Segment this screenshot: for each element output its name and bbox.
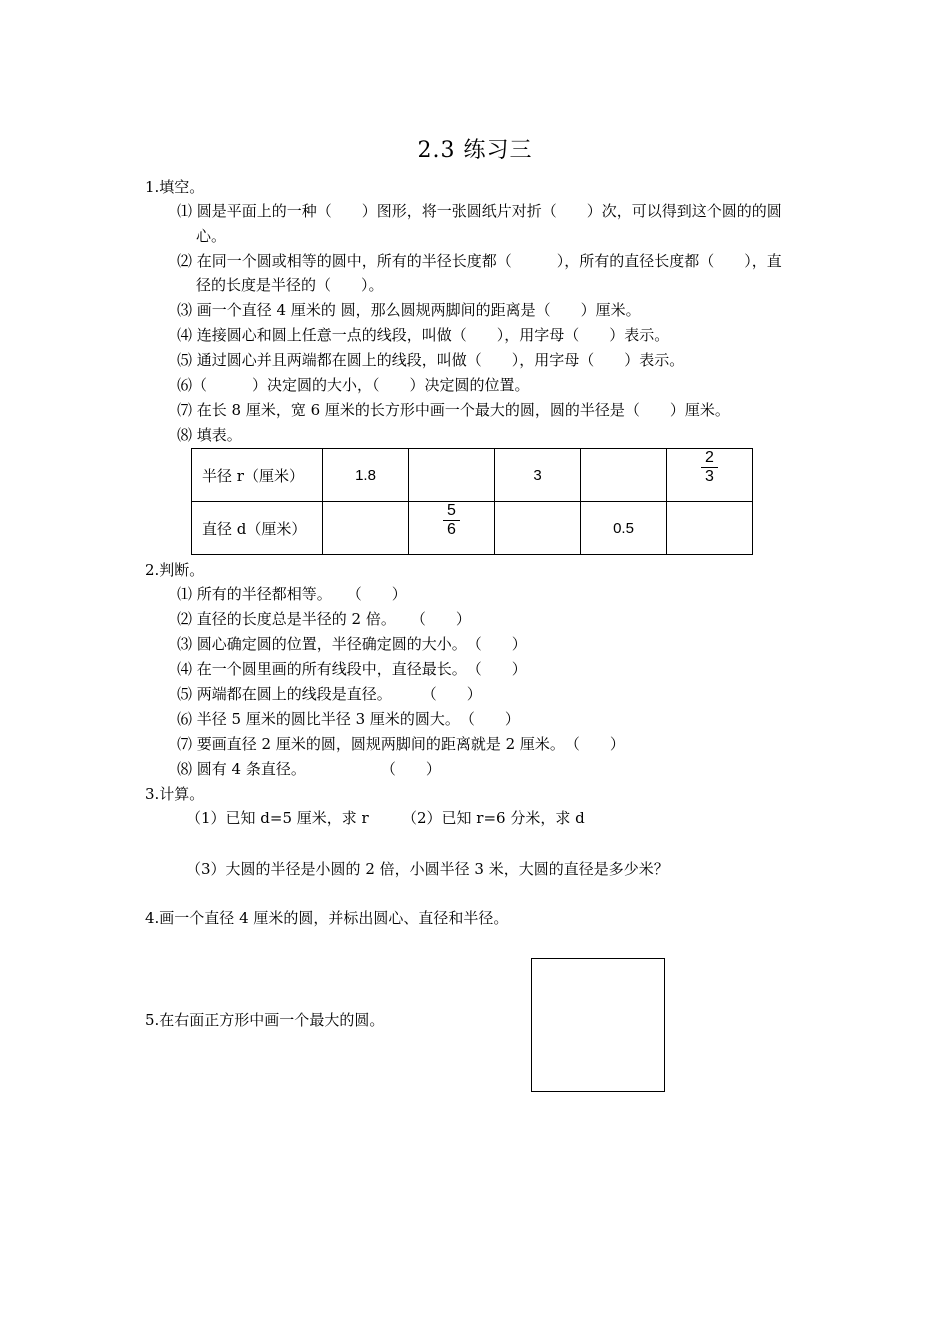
judge-item-6: ⑹ 半径 5 厘米的圆比半径 3 厘米的圆大。 （ ） — [177, 710, 520, 728]
radius-diameter-table — [191, 448, 753, 555]
section-5-heading: 5.在右面正方形中画一个最大的圆。 — [145, 1011, 385, 1029]
drawing-square — [531, 958, 665, 1092]
radius-cell-5[interactable] — [667, 449, 753, 502]
diameter-cell-5[interactable] — [667, 502, 753, 555]
diameter-cell-3[interactable] — [495, 502, 581, 555]
judge-item-1: ⑴ 所有的半径都相等。 （ ） — [177, 585, 407, 603]
fill-item-3: ⑶ 画一个直径 4 厘米的 圆，那么圆规两脚间的距离是（ ）厘米。 — [177, 301, 641, 319]
section-4-heading: 4.画一个直径 4 厘米的圆，并标出圆心、直径和半径。 — [145, 909, 509, 927]
fill-item-2-line-2: 径的长度是半径的（ ）。 — [196, 276, 384, 294]
judge-item-7: ⑺ 要画直径 2 厘米的圆，圆规两脚间的距离就是 2 厘米。 （ ） — [177, 735, 625, 753]
radius-cell-2[interactable] — [409, 449, 495, 502]
calc-question-2: （2）已知 r=6 分米，求 d — [402, 809, 585, 827]
fill-item-8: ⑻ 填表。 — [177, 426, 242, 444]
judge-item-2: ⑵ 直径的长度总是半径的 2 倍。 （ ） — [177, 610, 471, 628]
judge-item-4: ⑷ 在一个圆里画的所有线段中，直径最长。 （ ） — [177, 660, 527, 678]
table-row-diameter — [192, 502, 753, 555]
calc-question-3: （3）大圆的半径是小圆的 2 倍，小圆半径 3 米，大圆的直径是多少米？ — [186, 860, 669, 878]
table-row-radius — [192, 449, 753, 502]
page-title: 2.3 练习三 — [417, 138, 533, 163]
fill-item-2-line-1: ⑵ 在同一个圆或相等的圆中，所有的半径长度都（ ），所有的直径长度都（ ），直 — [177, 252, 782, 270]
fill-item-1-line-1: ⑴ 圆是平面上的一种（ ）图形，将一张圆纸片对折（ ）次，可以得到这个圆的的圆 — [177, 202, 782, 220]
judge-item-3: ⑶ 圆心确定圆的位置，半径确定圆的大小。 （ ） — [177, 635, 527, 653]
diameter-cell-4[interactable]: 0.5 — [581, 502, 667, 555]
radius-cell-4[interactable] — [581, 449, 667, 502]
judge-item-8: ⑻ 圆有 4 条直径。 （ ） — [177, 760, 441, 778]
fill-item-6: ⑹（ ）决定圆的大小，（ ）决定圆的位置。 — [177, 376, 530, 394]
fill-item-5: ⑸ 通过圆心并且两端都在圆上的线段，叫做（ ），用字母（ ）表示。 — [177, 351, 685, 369]
diameter-cell-2[interactable] — [409, 502, 495, 555]
section-1-heading: 1.填空。 — [145, 178, 205, 196]
diameter-cell-1[interactable] — [323, 502, 409, 555]
fill-item-1-line-2: 心。 — [196, 227, 227, 245]
fill-item-4: ⑷ 连接圆心和圆上任意一点的线段，叫做（ ），用字母（ ）表示。 — [177, 326, 670, 344]
radius-cell-3[interactable]: 3 — [495, 449, 581, 502]
judge-item-5: ⑸ 两端都在圆上的线段是直径。 （ ） — [177, 685, 482, 703]
fill-item-7: ⑺ 在长 8 厘米，宽 6 厘米的长方形中画一个最大的圆，圆的半径是（ ）厘米。 — [177, 401, 730, 419]
diameter-label-cell: 直径 d（厘米） — [192, 502, 323, 555]
calc-question-1: （1）已知 d=5 厘米，求 r — [186, 809, 369, 827]
section-3-heading: 3.计算。 — [145, 785, 205, 803]
radius-cell-1[interactable]: 1.8 — [323, 449, 409, 502]
fraction-two-thirds: $\frac{2}{3}$ — [701, 449, 718, 486]
fraction-five-sixths: $\frac{5}{6}$ — [443, 502, 460, 539]
section-2-heading: 2.判断。 — [145, 561, 205, 579]
radius-label-cell: 半径 r（厘米） — [192, 449, 323, 502]
